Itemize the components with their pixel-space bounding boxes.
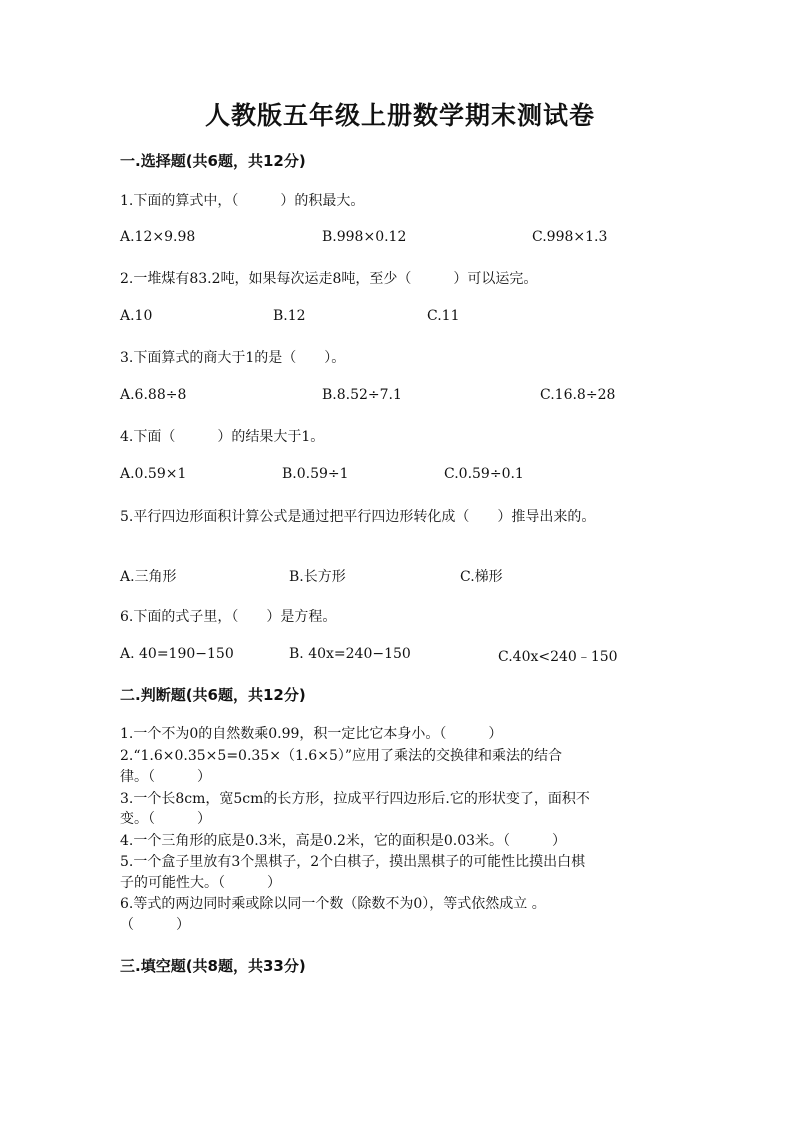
section-heading-judge: 二.判断题(共6题，共12分): [120, 686, 306, 704]
option-a: A.12×9.98: [120, 229, 196, 245]
question-text: 1.下面的算式中，（ ）的积最大。: [120, 193, 365, 209]
question-text: 2.一堆煤有83.2吨，如果每次运走8吨，至少（ ）可以运完。: [120, 271, 538, 287]
judge-line: 2.“1.6×0.35×5=0.35×（1.6×5）”应用了乘法的交换律和乘法的结合: [120, 748, 563, 764]
option-c: C.0.59÷0.1: [444, 466, 524, 482]
option-b: B. 40x=240−150: [289, 646, 411, 662]
option-a: A.6.88÷8: [120, 387, 187, 403]
question-text: 4.下面（ ）的结果大于1。: [120, 429, 325, 445]
judge-line: 变。（ ）: [120, 811, 211, 827]
option-c: C.16.8÷28: [540, 387, 616, 403]
option-b: B.长方形: [289, 569, 346, 585]
judge-line: （ ）: [120, 917, 190, 933]
judge-line: 6.等式的两边同时乘或除以同一个数（除数不为0），等式依然成立 。: [120, 896, 546, 912]
option-a: A.0.59×1: [120, 466, 187, 482]
option-a: A.10: [120, 308, 153, 324]
option-b: B.8.52÷7.1: [322, 387, 402, 403]
section-heading-choice: 一.选择题(共6题，共12分): [120, 152, 306, 170]
section-heading-fill: 三.填空题(共8题，共33分): [120, 957, 306, 975]
option-b: B.0.59÷1: [282, 466, 349, 482]
question-text: 5.平行四边形面积计算公式是通过把平行四边形转化成（ ）推导出来的。: [120, 509, 596, 525]
option-b: B.998×0.12: [322, 229, 407, 245]
page-title: 人教版五年级上册数学期末测试卷: [204, 101, 595, 130]
option-c: C.998×1.3: [532, 229, 608, 245]
judge-line: 子的可能性大。（ ）: [120, 875, 281, 891]
judge-line: 1.一个不为0的自然数乘0.99，积一定比它本身小。（ ）: [120, 726, 503, 742]
judge-line: 5.一个盒子里放有3个黑棋子，2个白棋子，摸出黑棋子的可能性比摸出白棋: [120, 854, 586, 870]
option-a: A. 40=190−150: [120, 646, 234, 662]
question-text: 6.下面的式子里，（ ）是方程。: [120, 609, 337, 625]
option-b: B.12: [273, 308, 306, 324]
question-text: 3.下面算式的商大于1的是（ ）。: [120, 350, 346, 366]
option-c: C.梯形: [460, 569, 503, 585]
judge-line: 4.一个三角形的底是0.3米，高是0.2米，它的面积是0.03米。（ ）: [120, 833, 567, 849]
judge-line: 3.一个长8cm，宽5cm的长方形，拉成平行四边形后.它的形状变了，面积不: [120, 791, 590, 807]
option-c: C.40x<240﹣150: [498, 649, 618, 665]
option-c: C.11: [427, 308, 460, 324]
option-a: A.三角形: [120, 569, 177, 585]
judge-line: 律。（ ）: [120, 769, 211, 785]
